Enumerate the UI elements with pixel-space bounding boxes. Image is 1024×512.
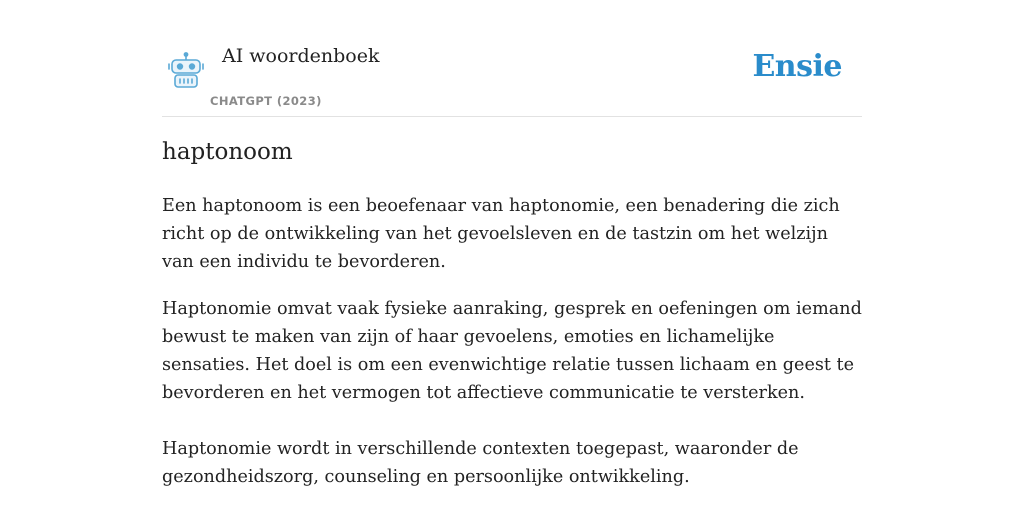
definition-paragraph: Haptonomie omvat vaak fysieke aanraking, gesprek en oefeningen om iemand bewust te maken van zijn of haar gevoelens, emoties en lichamelijke sensaties. Het doel is om een evenwichtige relatie tussen lichaam en geest te bevorderen en het vermogen tot affectieve communicatie te versterken. (162, 299, 862, 403)
source-subtitle: CHATGPT (2023) (210, 94, 322, 108)
robot-icon (166, 52, 206, 90)
definition-paragraph: Haptonomie wordt in verschillende contexten toegepast, waaronder de gezondheidszorg, counseling en persoonlijke ontwikkeling. (162, 439, 799, 487)
entry-card (162, 0, 862, 512)
entry-term: haptonoom (162, 139, 293, 165)
entry-definition (162, 192, 864, 510)
definition-paragraph: Een haptonoom is een beoefenaar van haptonomie, een benadering die zich richt op de ontwikkeling van het gevoelsleven en de tastzin om het welzijn van een individu te bevorderen. (162, 196, 840, 272)
brand-logo[interactable]: Ensie (752, 49, 842, 84)
source-header (162, 0, 862, 117)
source-title[interactable]: AI woordenboek (222, 45, 380, 67)
